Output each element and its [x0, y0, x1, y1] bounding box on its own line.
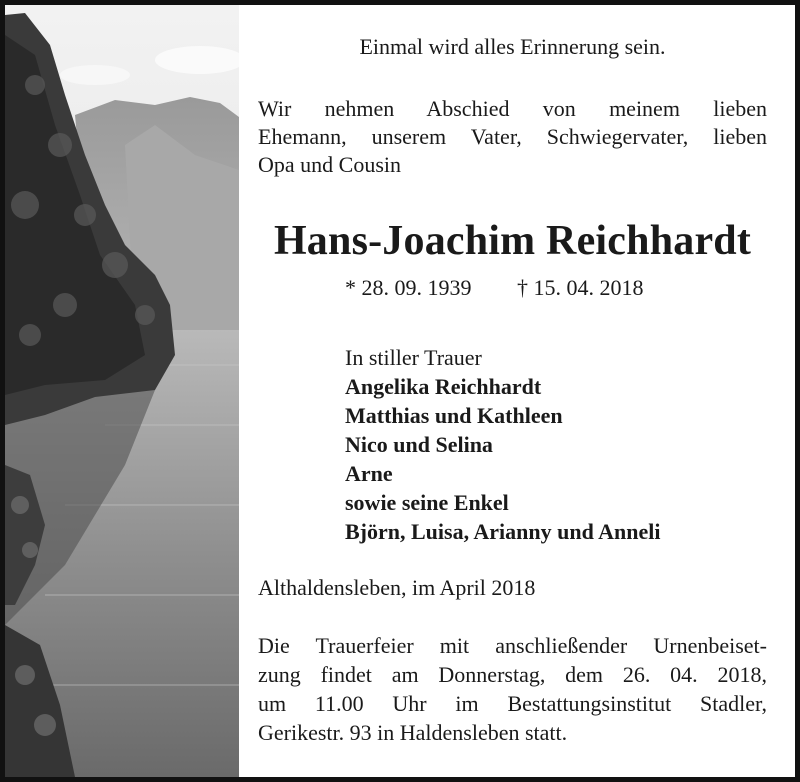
motto: Einmal wird alles Erinnerung sein. [359, 34, 666, 59]
mourner-name: sowie seine Enkel [345, 490, 509, 515]
mourner-name: Nico und Selina [345, 432, 493, 457]
mourning-lead: In stiller Trauer [345, 345, 482, 370]
intro-line: Opa und Cousin [258, 152, 401, 177]
service-line: Die Trauerfeier mit anschließender Urnenbeiset- [258, 633, 767, 658]
funeral-service-info [258, 631, 767, 747]
intro-line: Wir nehmen Abschied von meinem lieben [258, 96, 767, 121]
farewell-intro [258, 95, 767, 179]
mourner-name: Matthias und Kathleen [345, 403, 563, 428]
service-line: Gerikestr. 93 in Haldensleben statt. [258, 720, 568, 745]
deceased-name: Hans-Joachim Reichhardt [273, 218, 752, 264]
life-dates [345, 275, 644, 301]
place-and-date: Althaldensleben, im April 2018 [258, 575, 536, 600]
service-line: um 11.00 Uhr im Bestattungsinstitut Stadler, [258, 691, 767, 716]
intro-line: Ehemann, unserem Vater, Schwiegervater, lieben [258, 124, 767, 149]
mourners-list [345, 343, 660, 546]
service-line: zung findet am Donnerstag, dem 26. 04. 2018, [258, 662, 767, 687]
lake-landscape-photo [5, 5, 239, 777]
birth-date: * 28. 09. 1939 [345, 275, 472, 300]
mourner-name: Angelika Reichhardt [345, 374, 542, 399]
mourner-name: Björn, Luisa, Arianny und Anneli [345, 519, 661, 544]
mourner-name: Arne [345, 461, 393, 486]
death-date: † 15. 04. 2018 [517, 275, 644, 300]
